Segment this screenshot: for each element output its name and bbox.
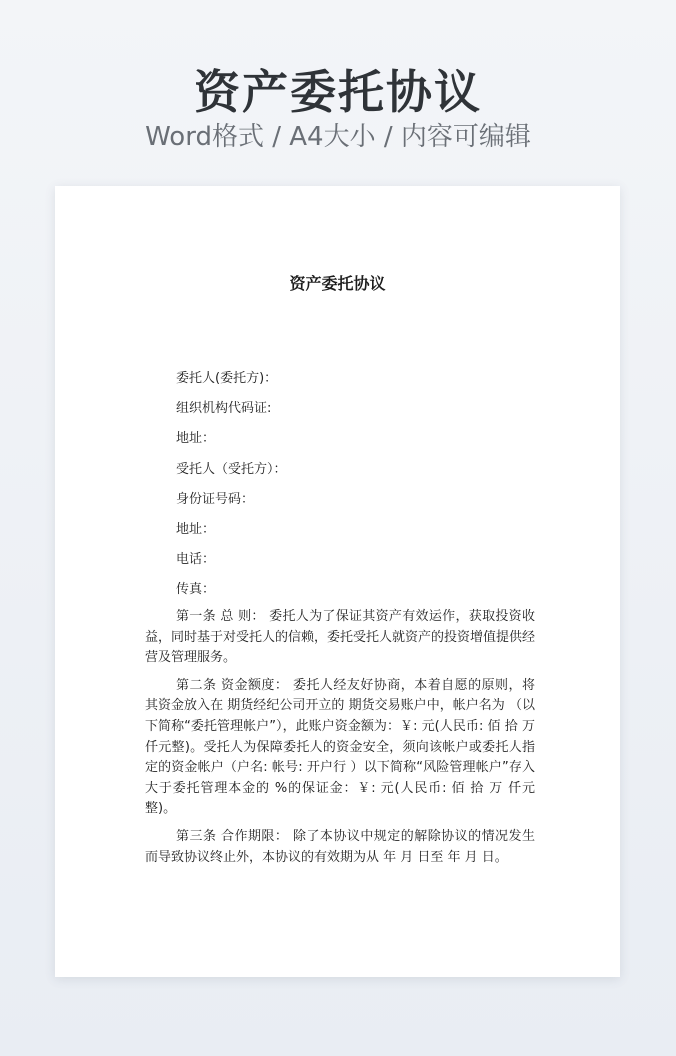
clause-general: 第一条 总 则： 委托人为了保证其资产有效运作，获取投资收益，同时基于对受托人的信赖，委托受托人就资产的投资增值提供经营及管理服务。 — [145, 609, 536, 666]
party-line-id-number: 身份证号码： — [176, 491, 255, 507]
party-line-trustee-address: 地址： — [176, 521, 216, 537]
party-line-fax: 传真： — [176, 582, 216, 598]
page-title: 资产委托协议 — [194, 65, 482, 119]
party-line-trustee: 受托人（受托方）： — [176, 461, 287, 477]
clause-list — [145, 607, 535, 875]
party-line-org-code: 组织机构代码证: — [176, 401, 272, 417]
party-line-entrustor: 委托人(委托方)： — [176, 371, 278, 386]
document-page — [55, 186, 620, 977]
document-title: 资产委托协议 — [289, 274, 386, 293]
clause-fund-amount: 第二条 资金额度： 委托人经友好协商，本着自愿的原则，将其资金放入在 期货经纪公司开立的 期货交易账户中，帐户名为 （以下简称“委托管理帐户”），此账户资金额为：￥: 元(人民币: 佰 拾 万 仟元整)。受托人为保障委托人的资金安全，须向该帐户或委托人指定的资金帐户（户名: 帐号: 开户行 ）以下简称“风险管理帐户”存入大于委托管理本金的 %的保证金：￥: 元(人民币: 佰 拾 万 仟元整)。 — [145, 677, 535, 817]
page-subtitle: Word格式 / A4大小 / 内容可编辑 — [145, 122, 531, 152]
party-line-entrustor-address: 地址： — [176, 431, 216, 447]
clause-cooperation-period: 第三条 合作期限： 除了本协议中规定的解除协议的情况发生而导致协议终止外，本协议的有效期为从 年 月 日至 年 月 日。 — [145, 828, 535, 865]
party-info-list — [176, 364, 556, 606]
party-line-phone: 电话： — [176, 552, 216, 568]
